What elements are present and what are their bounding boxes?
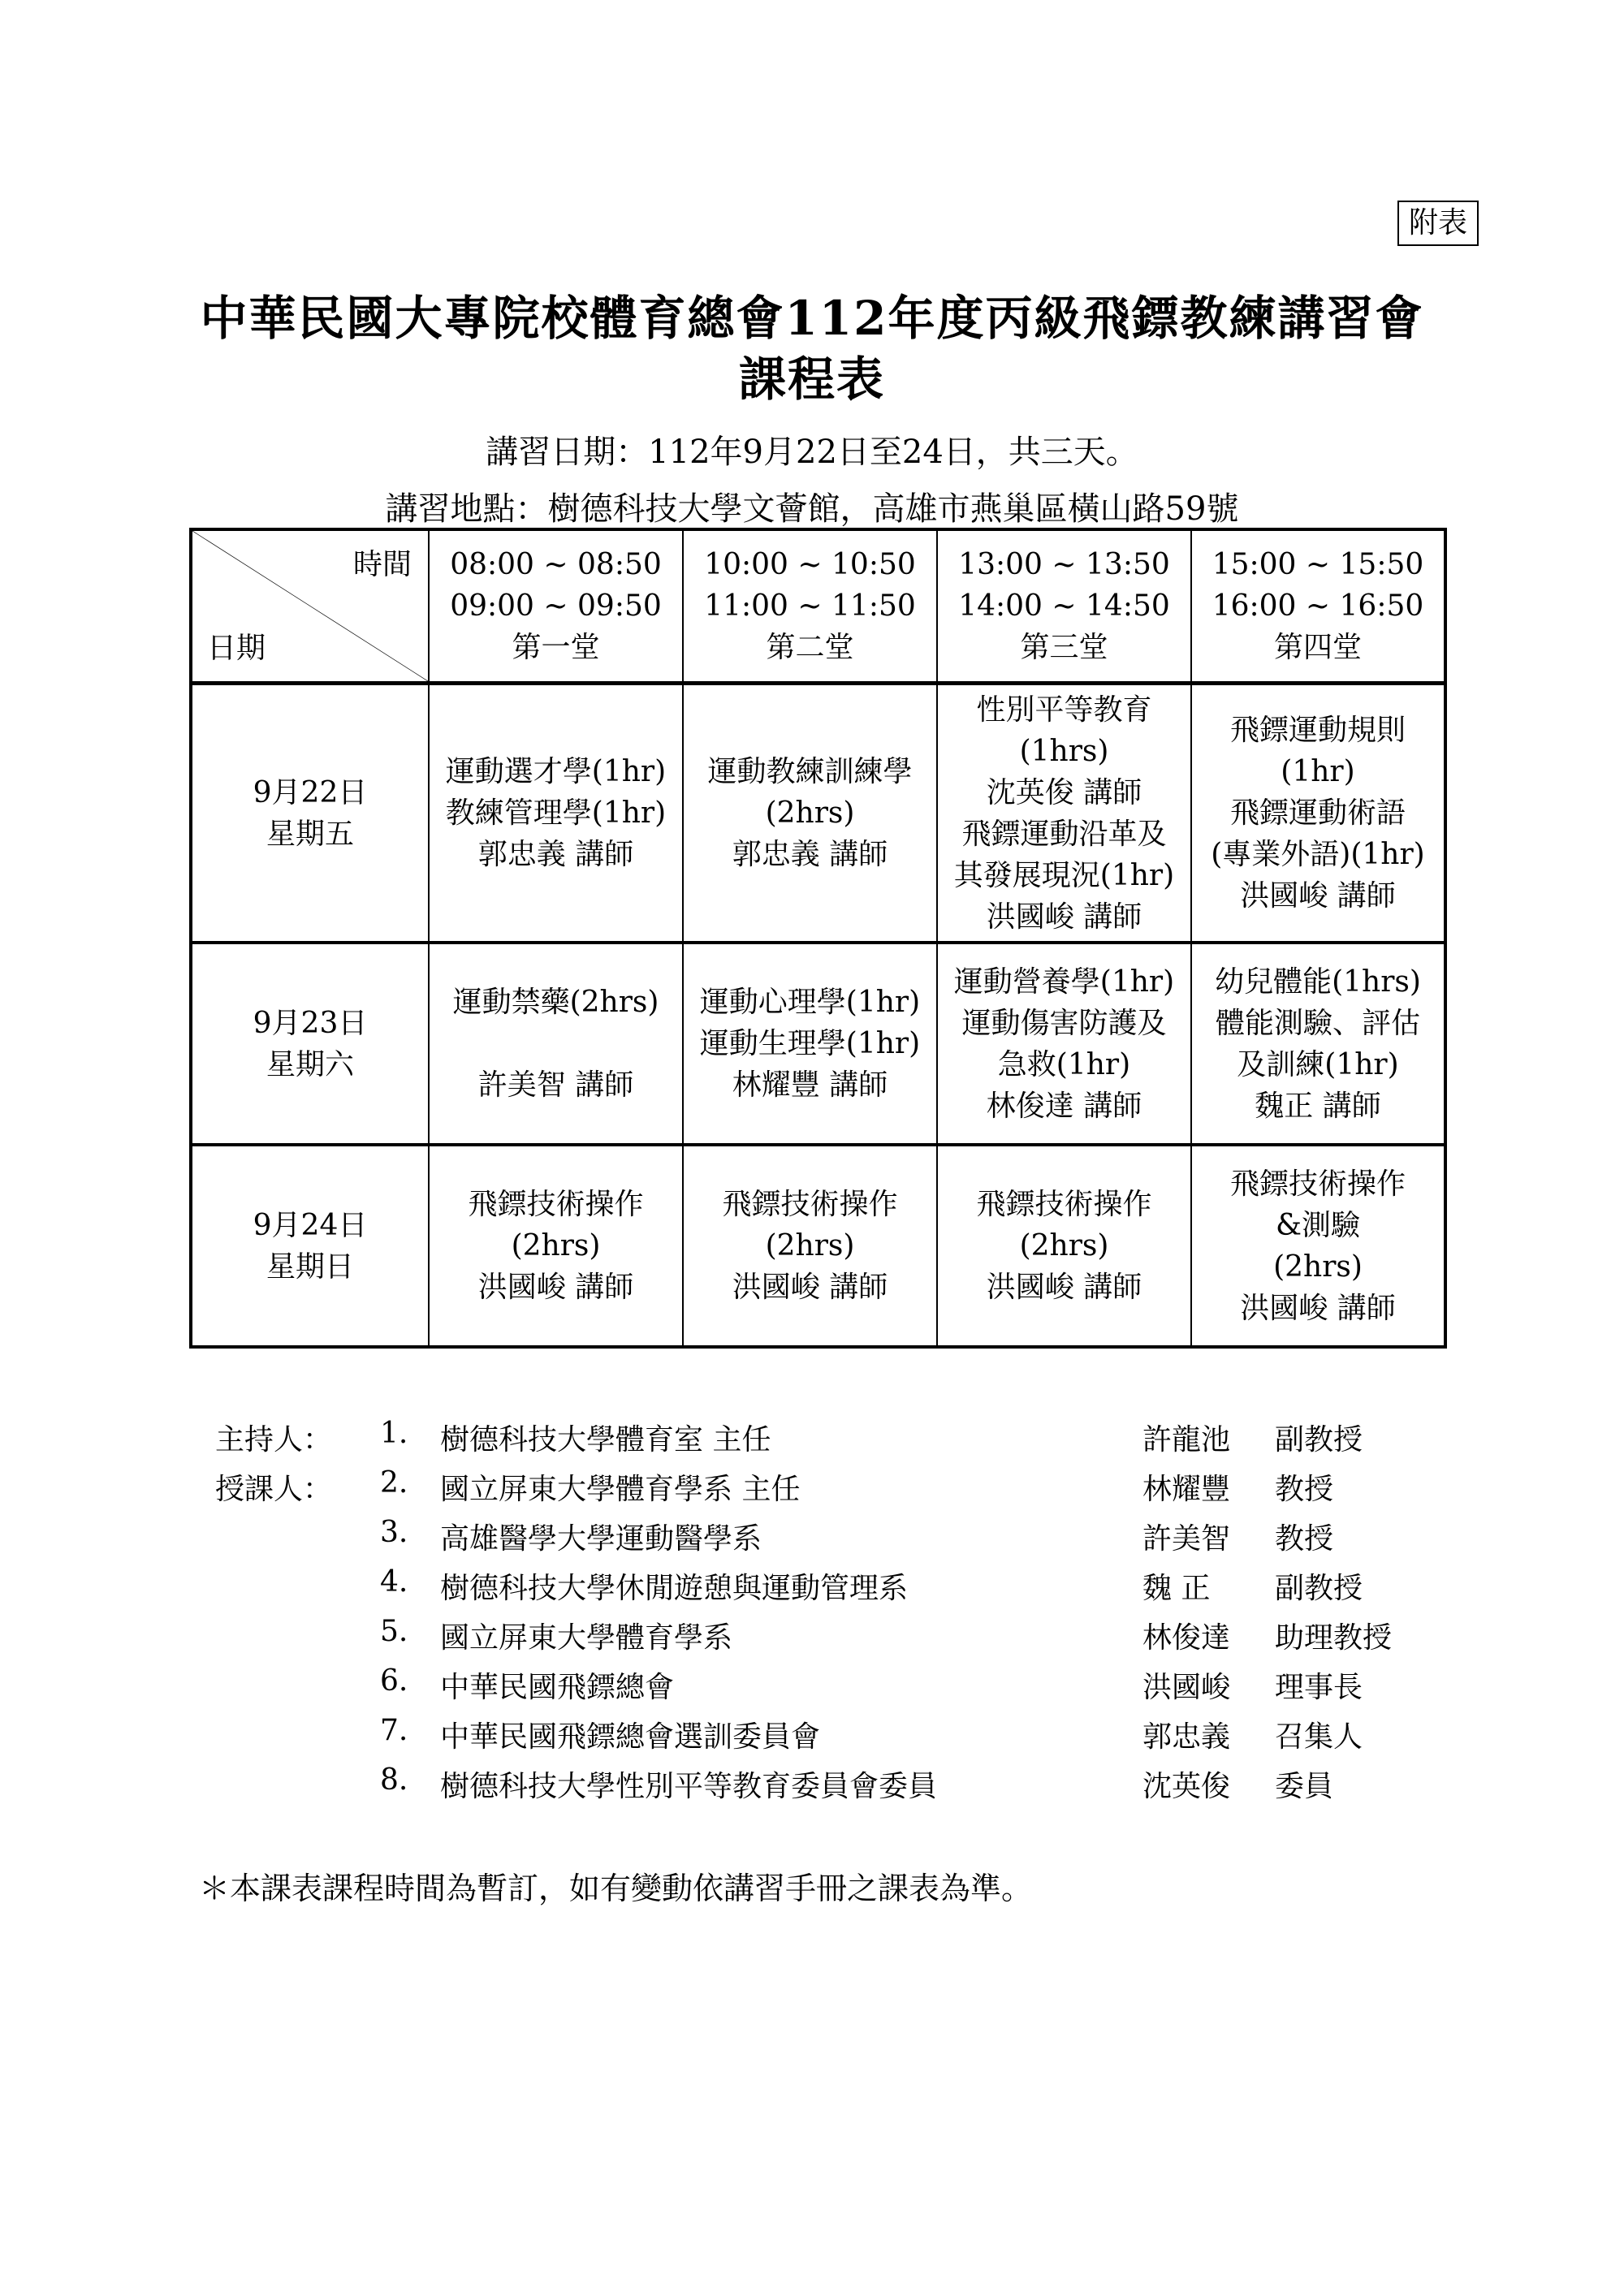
course-line: 急救(1hr) [997,1047,1131,1081]
training-location-info: 講習地點：樹德科技大學文薈館，高雄市燕巢區橫山路59號 [385,490,1239,528]
corner-time-label: 時間 [352,548,412,581]
course-line: 運動生理學(1hr) [699,1027,921,1060]
course-line: 運動選才學(1hr) [445,755,667,788]
staff-title: 副教授 [1275,1572,1363,1605]
course-line: 性別平等教育 [976,693,1152,727]
staff-row [215,1714,1433,1763]
schedule-table [189,528,1447,1349]
course-cell [429,1145,683,1347]
day-row [191,943,1445,1145]
period-time: 09:00 ~ 09:50 [450,589,662,623]
staff-title: 副教授 [1275,1423,1363,1457]
course-line: 運動心理學(1hr) [699,986,921,1019]
day-date: 9月22日 [253,775,368,809]
course-cell [429,943,683,1145]
day-cell [191,1145,429,1347]
course-cell [937,943,1191,1145]
header-row [191,529,1445,684]
period-time: 13:00 ~ 13:50 [958,548,1170,581]
staff-number: 2. [380,1466,408,1500]
staff-title: 委員 [1275,1770,1334,1803]
course-line: 飛鏢技術操作 [722,1188,898,1221]
staff-organization: 高雄醫學大學運動醫學系 [440,1522,762,1556]
course-cell [1191,684,1445,943]
course-line: 教練管理學(1hr) [445,796,667,830]
document-subtitle: 課程表 [738,352,885,407]
course-line: 洪國峻 講師 [732,1271,888,1304]
period-time: 11:00 ~ 11:50 [704,589,916,623]
staff-row [215,1516,1433,1565]
staff-organization: 樹德科技大學休閒遊憩與運動管理系 [440,1572,909,1605]
course-line: 運動營養學(1hr) [953,965,1175,999]
period-time: 14:00 ~ 14:50 [958,589,1170,623]
course-line: (1hrs) [1019,734,1109,768]
period-name: 第三堂 [1020,631,1108,664]
staff-name: 沈英俊 [1142,1770,1231,1803]
course-cell [1191,943,1445,1145]
staff-number: 8. [380,1763,408,1797]
course-line: 許美智 講師 [477,1068,634,1102]
course-line: 林俊達 講師 [986,1089,1142,1123]
staff-organization: 中華民國飛鏢總會選訓委員會 [440,1720,821,1754]
staff-number: 5. [380,1615,408,1648]
course-line: 及訓練(1hr) [1237,1047,1399,1081]
course-line: 林耀豐 講師 [732,1068,888,1102]
staff-name: 郭忠義 [1142,1720,1231,1754]
course-line: 運動禁藥(2hrs) [452,986,659,1019]
course-cell [429,684,683,943]
course-cell [937,684,1191,943]
course-gap [430,1023,682,1064]
period-name: 第四堂 [1273,631,1362,664]
staff-role: 主持人： [215,1423,333,1457]
day-date: 9月24日 [253,1208,368,1242]
course-line: 郭忠義 講師 [477,838,634,871]
period-header [429,529,683,684]
day-weekday: 星期六 [266,1047,354,1081]
course-line: 飛鏢技術操作 [1229,1167,1406,1201]
course-cell [1191,1145,1445,1347]
staff-number: 6. [380,1664,408,1698]
course-line: 飛鏢技術操作 [976,1188,1152,1221]
staff-name: 許龍池 [1142,1423,1231,1457]
staff-name: 許美智 [1142,1522,1231,1556]
course-line: &測驗 [1275,1208,1361,1242]
staff-row [215,1763,1433,1813]
staff-row [215,1565,1433,1615]
day-weekday: 星期日 [266,1249,354,1284]
staff-role: 授課人： [215,1473,333,1506]
course-line: (專業外語)(1hr) [1211,838,1425,871]
course-line: 幼兒體能(1hrs) [1215,965,1421,999]
staff-row [215,1664,1433,1714]
staff-organization: 中華民國飛鏢總會 [440,1671,675,1704]
day-date: 9月23日 [253,1006,368,1040]
period-time: 16:00 ~ 16:50 [1212,589,1424,623]
staff-row [215,1615,1433,1664]
course-line: 運動教練訓練學 [707,755,913,788]
day-cell [191,684,429,943]
period-header [1191,529,1445,684]
staff-row [215,1466,1433,1516]
day-row [191,684,1445,943]
period-name: 第一堂 [512,631,600,664]
period-time: 08:00 ~ 08:50 [450,548,662,581]
staff-name: 林耀豐 [1142,1473,1231,1506]
staff-organization: 樹德科技大學性別平等教育委員會委員 [440,1770,938,1803]
document-title: 中華民國大專院校體育總會112年度丙級飛鏢教練講習會 [200,291,1424,346]
period-time: 15:00 ~ 15:50 [1212,548,1424,581]
staff-number: 3. [380,1516,408,1549]
staff-title: 理事長 [1275,1671,1363,1704]
staff-list [215,1417,1433,1813]
course-line: (2hrs) [765,1229,855,1262]
course-line: 飛鏢運動規則 [1229,714,1406,747]
course-line: 洪國峻 講師 [477,1271,634,1304]
staff-organization: 國立屏東大學體育學系 主任 [440,1473,801,1506]
staff-organization: 國立屏東大學體育學系 [440,1621,733,1655]
corner-cell [191,529,429,684]
staff-organization: 樹德科技大學體育室 主任 [440,1423,771,1457]
period-header [683,529,937,684]
training-date-info: 講習日期：112年9月22日至24日，共三天。 [486,434,1138,471]
course-line: 魏正 講師 [1255,1089,1381,1123]
staff-number: 7. [380,1714,408,1747]
staff-title: 召集人 [1275,1720,1363,1754]
corner-date-label: 日期 [207,632,266,665]
course-line: 洪國峻 講師 [986,1271,1142,1304]
staff-number: 1. [380,1417,408,1450]
attachment-label: 附表 [1397,201,1479,246]
course-line: 體能測驗、評估 [1215,1006,1420,1040]
course-cell [683,684,937,943]
schedule-note: ＊本課表課程時間為暫訂，如有變動依講習手冊之課表為準。 [199,1871,1033,1906]
course-line: (2hrs) [765,796,855,830]
course-line: 其發展現況(1hr) [953,858,1175,892]
course-line: 郭忠義 講師 [732,838,888,871]
course-line: (2hrs) [1273,1249,1363,1284]
staff-number: 4. [380,1565,408,1599]
course-line: 飛鏢技術操作 [468,1188,644,1221]
course-line: 洪國峻 講師 [1240,879,1396,913]
period-time: 10:00 ~ 10:50 [704,548,916,581]
course-cell [937,1145,1191,1347]
course-line: 飛鏢運動術語 [1229,796,1406,830]
course-line: 飛鏢運動沿革及 [961,817,1167,851]
course-line: (1hr) [1281,755,1355,788]
course-cell [683,1145,937,1347]
course-line: 洪國峻 講師 [986,900,1142,934]
staff-title: 助理教授 [1275,1621,1393,1655]
period-header [937,529,1191,684]
course-line: (2hrs) [1019,1229,1109,1262]
staff-row [215,1417,1433,1466]
course-cell [683,943,937,1145]
staff-name: 洪國峻 [1142,1671,1231,1704]
day-cell [191,943,429,1145]
day-weekday: 星期五 [266,817,354,851]
course-line: 洪國峻 講師 [1240,1291,1396,1325]
period-name: 第二堂 [766,631,854,664]
course-line: 運動傷害防護及 [961,1006,1167,1040]
course-line: (2hrs) [511,1229,601,1262]
staff-title: 教授 [1275,1473,1334,1506]
day-row [191,1145,1445,1347]
staff-title: 教授 [1275,1522,1334,1556]
staff-name: 林俊達 [1142,1621,1231,1655]
course-line: 沈英俊 講師 [986,775,1142,809]
staff-name: 魏 正 [1142,1572,1211,1605]
